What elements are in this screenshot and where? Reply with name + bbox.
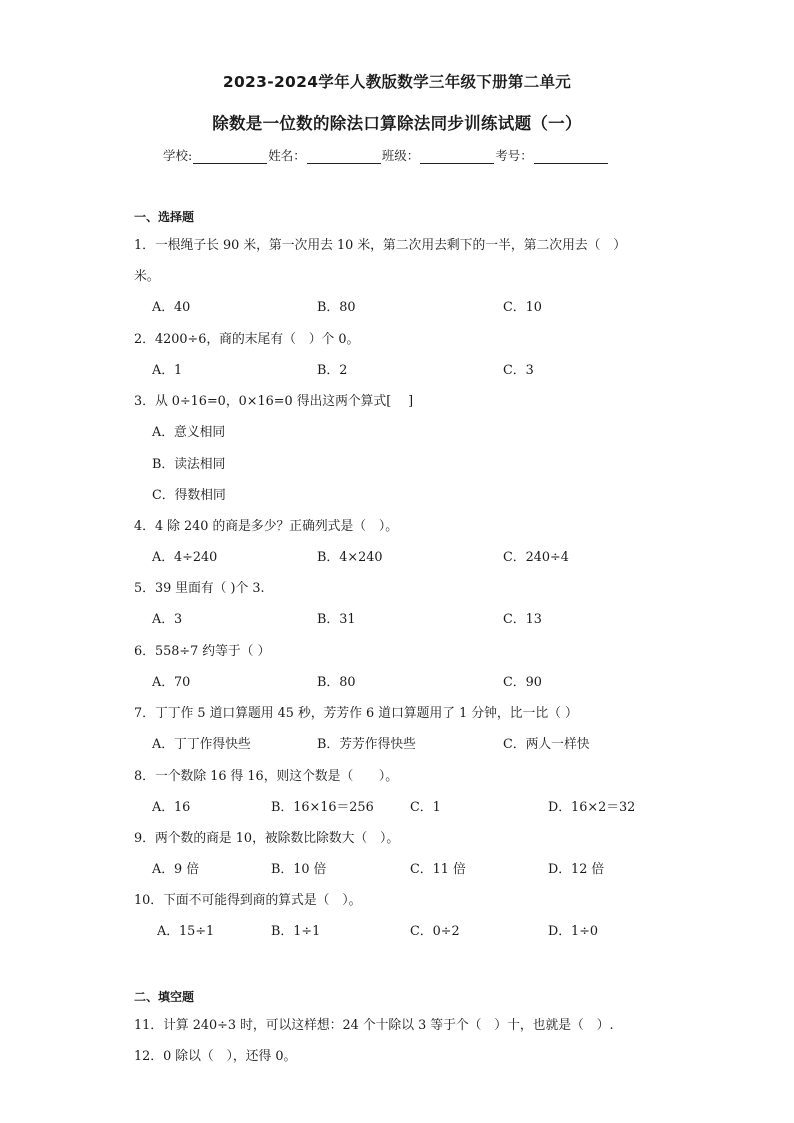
q4-option-c: C．240÷4 [503,550,569,565]
q8-option-d: D．16×2＝32 [548,800,636,815]
question-12: 12．0 除以（ ），还得 0。 [134,1049,297,1064]
student-info-row [163,146,609,164]
q6-option-b: B．80 [317,675,356,690]
q5-option-b: B．31 [317,612,356,627]
question-7: 7．丁丁作 5 道口算题用 45 秒，芳芳作 6 道口算题用了 1 分钟，比一比（ ） [134,706,578,721]
school-label: 学校: [163,148,193,163]
question-2: 2．4200÷6，商的末尾有（ ）个 0。 [134,332,360,347]
question-10: 10．下面不可能得到商的算式是（ ）。 [134,893,362,908]
q10-option-a: A．15÷1 [157,924,215,939]
q8-option-c: C．1 [410,800,441,815]
school-blank[interactable] [193,149,267,164]
exam-title-line1: 2023-2024学年人教版数学三年级下册第二单元 [222,73,572,91]
q5-option-a: A．3 [152,612,183,627]
name-blank[interactable] [307,149,381,164]
exam-number-label: 考号： [495,148,533,163]
q6-option-c: C．90 [503,675,542,690]
q9-option-c: C．11 倍 [410,862,466,877]
q9-option-a: A．9 倍 [152,862,200,877]
q9-option-d: D．12 倍 [548,862,605,877]
q7-option-b: B．芳芳作得快些 [317,737,416,752]
q8-option-b: B．16×16＝256 [271,800,374,815]
q5-option-c: C．13 [503,612,542,627]
exam-number-blank[interactable] [534,149,608,164]
q3-option-b: B．读法相同 [152,457,226,472]
exam-title-line2: 除数是一位数的除法口算除法同步训练试题（一） [212,114,582,133]
section-choice: 一、选择题 [134,210,195,224]
question-8: 8．一个数除 16 得 16，则这个数是（ ）。 [134,769,399,784]
q4-option-a: A．4÷240 [152,550,218,565]
question-9: 9．两个数的商是 10，被除数比除数大（ ）。 [134,831,400,846]
q10-option-c: C．0÷2 [410,924,460,939]
section-fill: 二、填空题 [134,990,195,1004]
class-blank[interactable] [420,149,494,164]
question-6: 6．558÷7 约等于（ ） [134,644,271,659]
q7-option-c: C．两人一样快 [503,737,590,752]
q9-option-b: B．10 倍 [271,862,327,877]
q4-option-b: B．4×240 [317,550,383,565]
name-label: 姓名： [268,148,306,163]
question-3: 3．从 0÷16=0，0×16=0 得出这两个算式[ ] [134,394,414,409]
q2-option-c: C．3 [503,363,534,378]
question-1: 1．一根绳子长 90 米，第一次用去 10 米，第二次用去剩下的一半，第二次用去（ ） [134,238,627,253]
question-1-cont: 米。 [134,269,160,284]
q1-option-b: B．80 [317,300,356,315]
q3-option-a: A．意义相同 [152,425,226,440]
question-11: 11．计算 240÷3 时，可以这样想：24 个十除以 3 等于个（ ）十，也就是（ ）. [134,1018,614,1033]
q10-option-b: B．1÷1 [271,924,321,939]
q2-option-a: A．1 [152,363,183,378]
q2-option-b: B．2 [317,363,348,378]
question-4: 4．4 除 240 的商是多少？正确列式是（ ）。 [134,519,399,534]
q3-option-c: C．得数相同 [152,488,226,503]
question-5: 5．39 里面有（ )个 3. [134,581,265,596]
q1-option-a: A．40 [152,300,191,315]
q8-option-a: A．16 [152,800,191,815]
q10-option-d: D．1÷0 [548,924,599,939]
q1-option-c: C．10 [503,300,542,315]
q6-option-a: A．70 [152,675,191,690]
class-label: 班级： [381,148,420,163]
q7-option-a: A．丁丁作得快些 [152,737,251,752]
